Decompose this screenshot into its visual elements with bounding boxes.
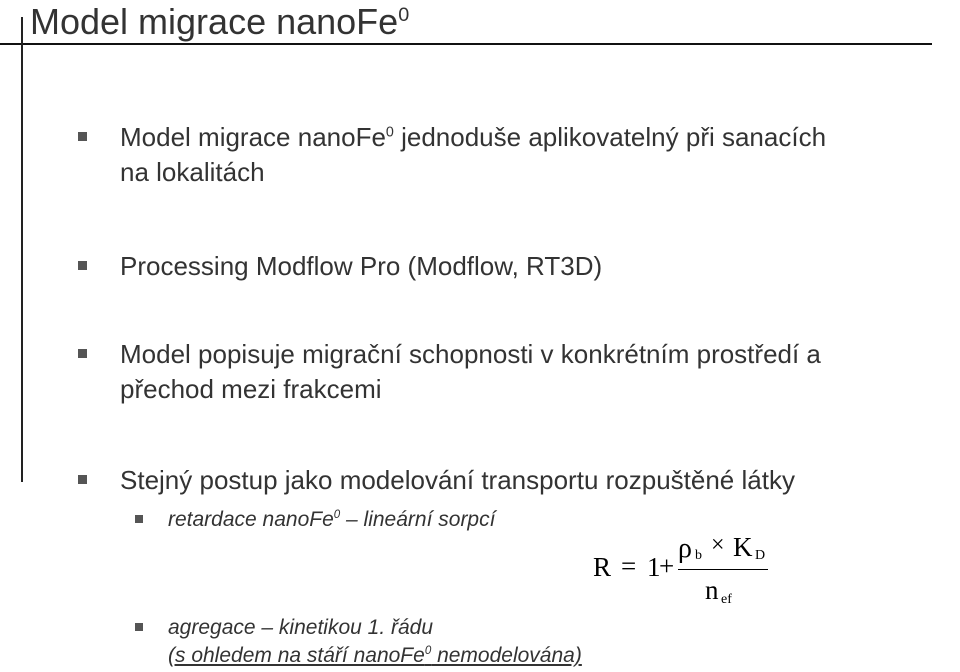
bullet-square-icon bbox=[78, 261, 87, 270]
bullet-3-line1: Model popisuje migrační schopnosti v konkrétním prostředí a bbox=[120, 339, 821, 369]
formula-n-sub: ef bbox=[721, 592, 732, 607]
fraction-bar bbox=[678, 569, 768, 570]
retardation-formula bbox=[585, 530, 785, 620]
subbullet-1: retardace nanoFe$^0$ – lineární sorpcí bbox=[168, 506, 495, 534]
bullet-3 bbox=[120, 337, 821, 407]
bullet-1 bbox=[120, 120, 826, 190]
subbullet-2 bbox=[168, 614, 582, 670]
slide-title: Model migrace nanoFe$^0$ bbox=[30, 1, 410, 42]
bullet-1-line1: Model migrace nanoFe$^0$ jednoduše aplikovatelný při sanacích bbox=[120, 122, 827, 152]
subbullet-2-line2: (s ohledem na stáří nanoFe$^0$ nemodelována) bbox=[168, 644, 582, 667]
formula-rho-sub: b bbox=[695, 548, 702, 563]
formula-r: R bbox=[593, 552, 612, 582]
formula-one: 1 bbox=[647, 552, 661, 582]
bullet-2 bbox=[120, 249, 602, 284]
left-accent-rule bbox=[21, 17, 23, 482]
formula-plus: + bbox=[659, 551, 675, 581]
bullet-2-text: Processing Modflow Pro (Modflow, RT3D) bbox=[120, 251, 603, 281]
formula-times: × bbox=[711, 532, 725, 558]
bullet-square-icon bbox=[78, 132, 87, 141]
formula-equals: = bbox=[621, 551, 637, 581]
bullet-square-icon bbox=[78, 349, 87, 358]
formula-k-sub: D bbox=[755, 548, 766, 563]
subbullet-square-icon bbox=[135, 623, 143, 631]
formula-n: n bbox=[705, 575, 719, 605]
bullet-4-text: Stejný postup jako modelování transportu rozpuštěné látky bbox=[120, 465, 795, 495]
title-divider bbox=[0, 43, 932, 45]
subbullet-2-line1: agregace – kinetikou 1. řádu bbox=[168, 616, 434, 639]
bullet-square-icon bbox=[78, 475, 87, 484]
subbullet-square-icon bbox=[135, 515, 143, 523]
bullet-4 bbox=[120, 463, 795, 498]
bullet-3-line2: přechod mezi frakcemi bbox=[120, 374, 382, 404]
formula-rho: ρ bbox=[678, 533, 692, 564]
formula-k: K bbox=[733, 532, 753, 562]
bullet-1-line2: na lokalitách bbox=[120, 157, 265, 187]
